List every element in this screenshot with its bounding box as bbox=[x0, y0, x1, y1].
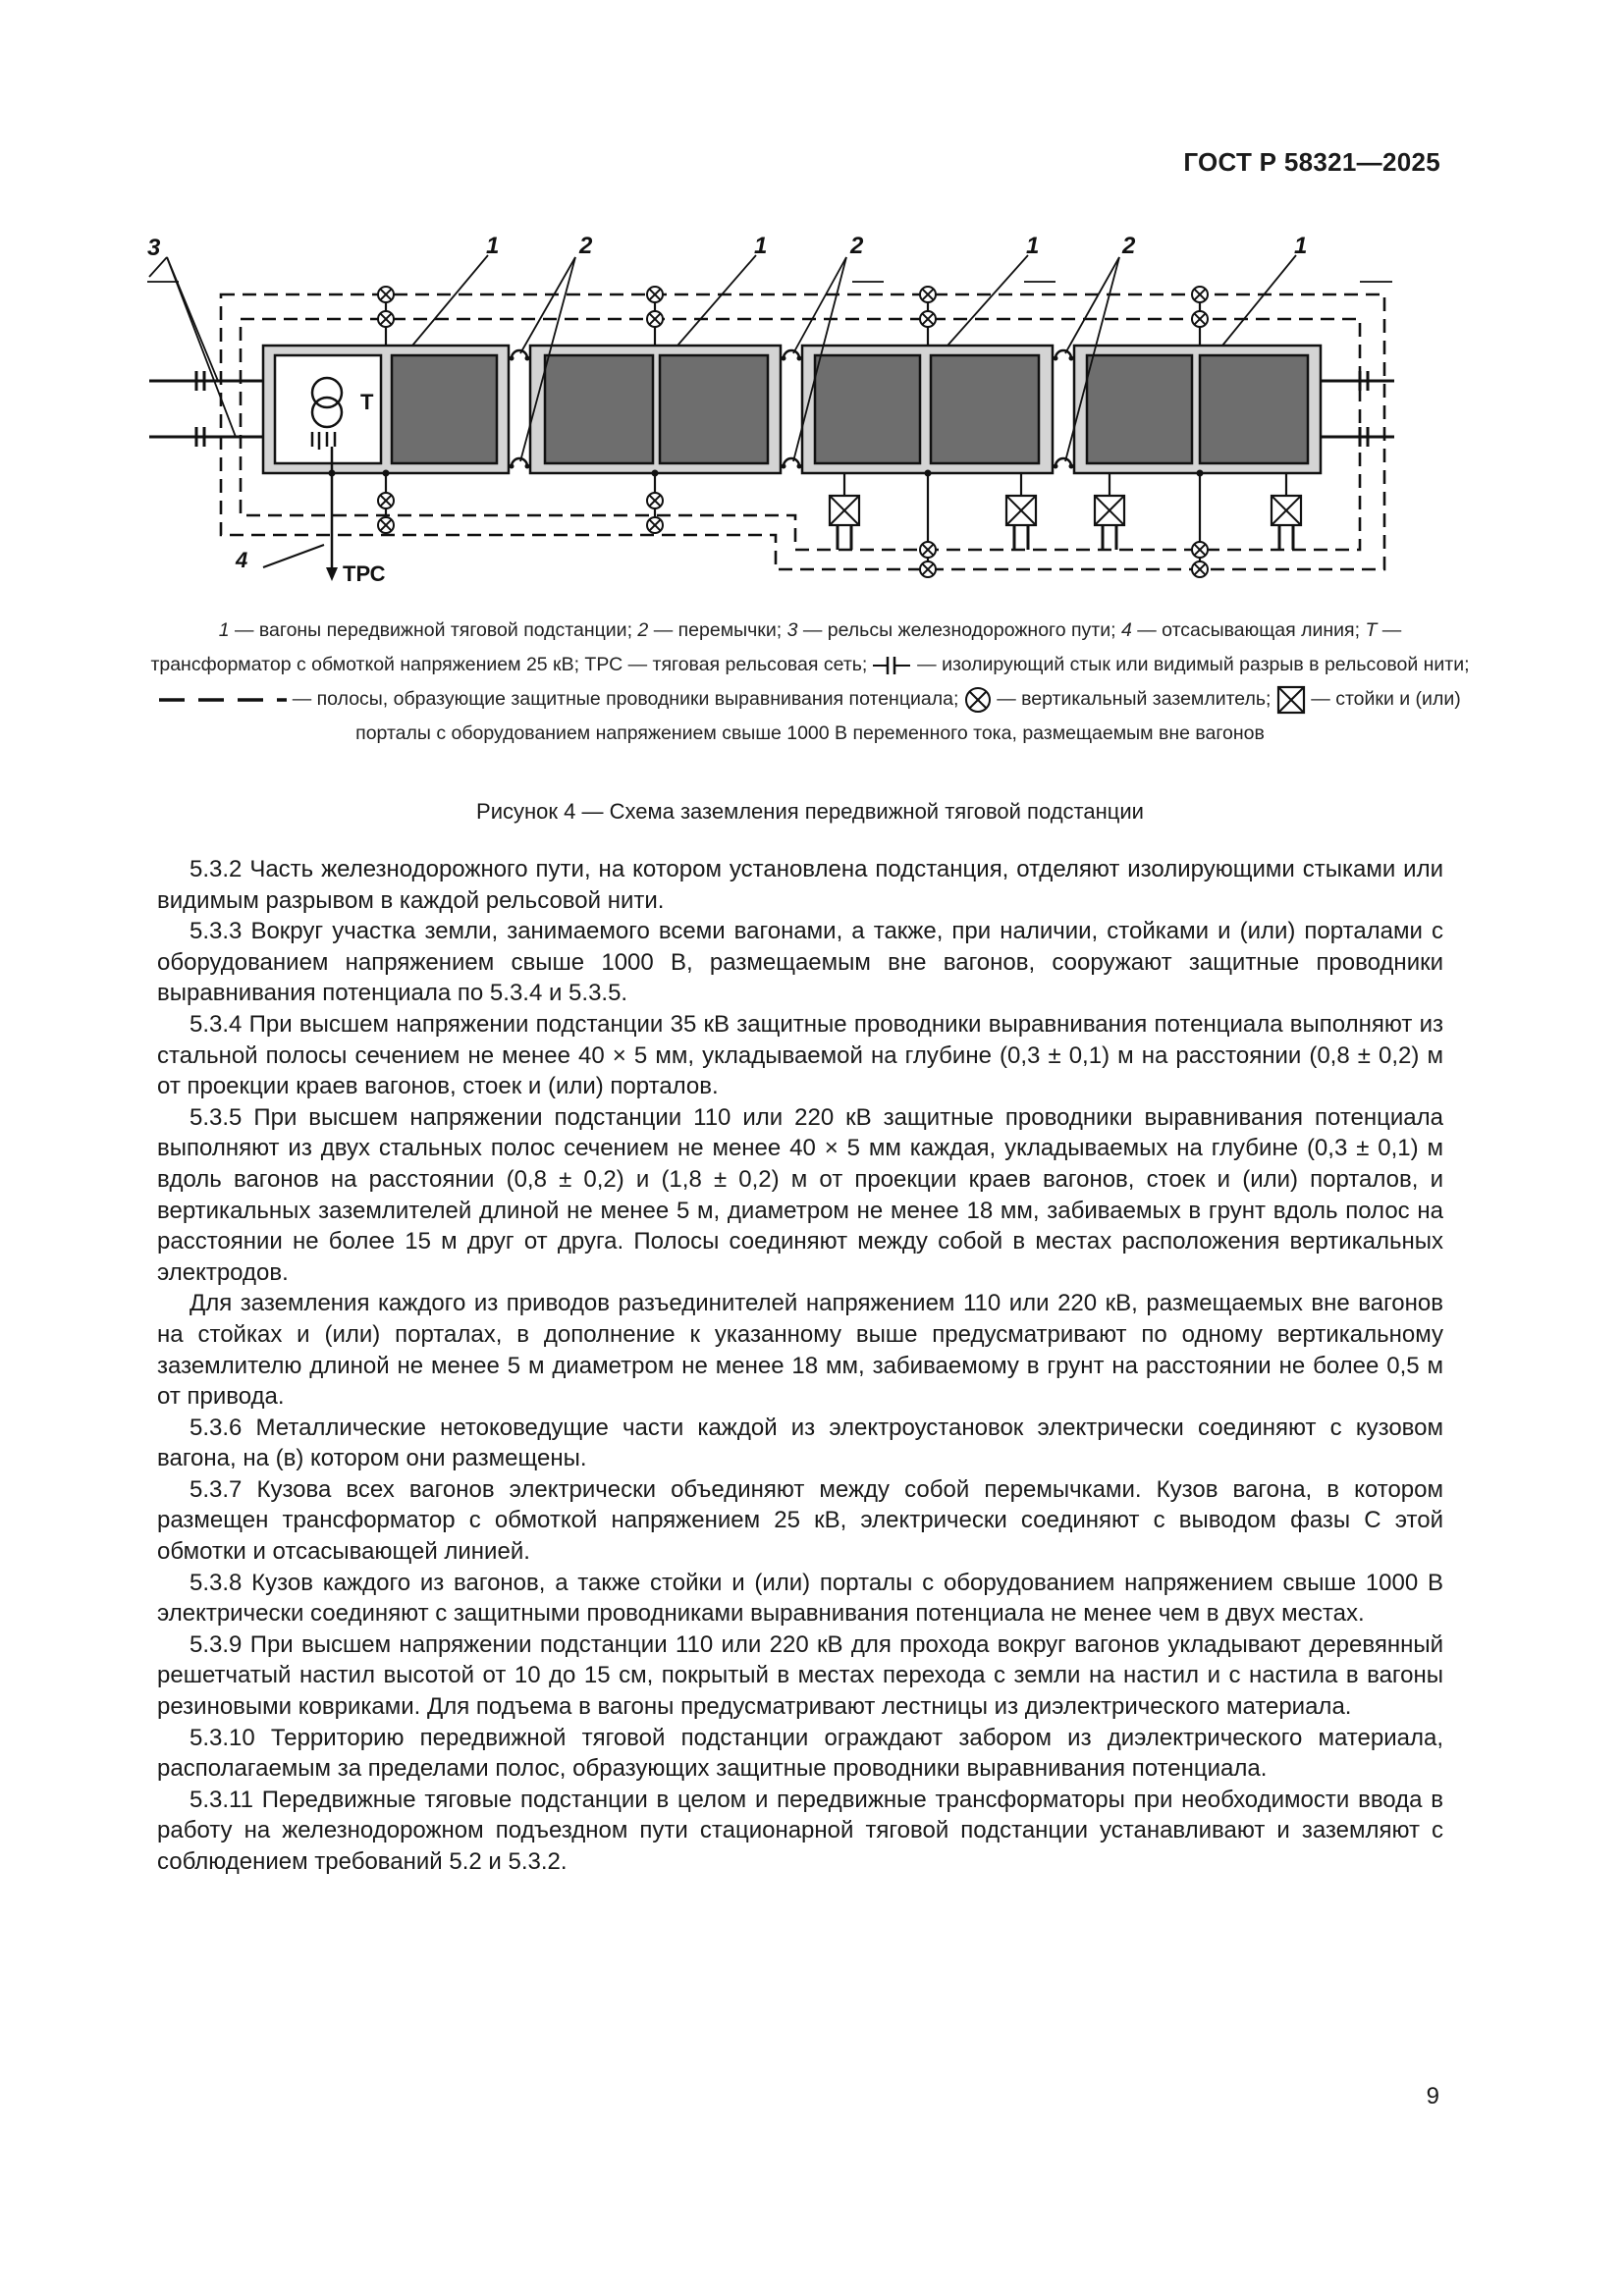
paragraph-5-3-3: 5.3.3 Вокруг участка земли, занимаемого всеми вагонами, а также, при наличии, стойками и (или) порталами с оборудованием напряжением свыше 1000 В, размещаемым вне вагонов, сооружают защитные проводники выравнивания потенциала по 5.3.4 и 5.3.5. bbox=[157, 918, 1443, 1007]
body-text bbox=[157, 854, 1443, 1878]
transformer-label: Т bbox=[360, 390, 374, 414]
legend-num-4: 4 bbox=[1120, 619, 1132, 641]
figure-legend bbox=[147, 614, 1473, 751]
paragraph-5-3-7: 5.3.7 Кузова всех вагонов электрически объединяют между собой перемычками. Кузов вагона, в котором размещен трансформатор с обмоткой напряжением 25 кВ, электрически соединяют с выводом фазы С этой обмотки и отсасывающей линией. bbox=[157, 1475, 1443, 1566]
label-jumper-3: 2 bbox=[1122, 233, 1136, 259]
traction-network-label: ТРС bbox=[343, 561, 386, 586]
insulating-joint-icon bbox=[873, 655, 912, 676]
paragraph-5-3-11: 5.3.11 Передвижные тяговые подстанции в целом и передвижные трансформаторы при необходимости ввода в работу на железнодорожном подъездном пути стационарной тяговой подстанции устанавливают и заземляют с соблюдением требований 5.2 и 5.3.2. bbox=[157, 1786, 1443, 1875]
label-wagon-2: 1 bbox=[754, 233, 768, 259]
legend-text-9: — стойки и (или) порталы с оборудованием напряжением свыше 1000 В переменного тока, размещаемым вне вагонов bbox=[355, 688, 1461, 744]
legend-num-2: 2 bbox=[637, 619, 649, 641]
label-wagon-4: 1 bbox=[1294, 233, 1308, 259]
paragraph-5-3-9: 5.3.9 При высшем напряжении подстанции 110 или 220 кВ для прохода вокруг вагонов укладывают деревянный решетчатый настил высотой от 10 до 15 см, покрытый в местах перехода с земли на настил и с настила в вагоны резиновыми ковриками. Для подъема в вагоны предусматривают лестницы из диэлектрического материала. bbox=[157, 1630, 1443, 1721]
legend-text-7: — полосы, образующие защитные проводники выравнивания потенциала; bbox=[287, 688, 964, 710]
label-wagon-3: 1 bbox=[1026, 233, 1040, 259]
legend-num-3: 3 bbox=[786, 619, 798, 641]
legend-text-2: — перемычки; bbox=[648, 619, 787, 641]
legend-text-3: — рельсы железнодорожного пути; bbox=[797, 619, 1121, 641]
label-jumper-1: 2 bbox=[579, 233, 593, 259]
suction-line-label: 4 bbox=[236, 548, 248, 572]
label-jumper-2: 2 bbox=[850, 233, 864, 259]
paragraph-5-3-6: 5.3.6 Металлические нетоковедущие части каждой из электроустановок электрически соединяют с кузовом вагона, на (в) котором они размещены. bbox=[157, 1414, 1443, 1472]
portal-icon bbox=[1276, 685, 1306, 715]
label-wagon-1: 1 bbox=[486, 233, 500, 259]
legend-text-6: — изолирующий стык или видимый разрыв в рельсовой нити; bbox=[911, 654, 1470, 675]
legend-num-t: Т bbox=[1365, 619, 1378, 641]
equipment-portals bbox=[830, 496, 1301, 550]
paragraph-5-3-10: 5.3.10 Территорию передвижной тяговой подстанции ограждают забором из диэлектрического материала, располагаемым за пределами полос, образующих защитные проводники выравнивания потенциала. bbox=[157, 1724, 1443, 1783]
dashed-strip-icon bbox=[159, 695, 287, 705]
figure-caption: Рисунок 4 — Схема заземления передвижной тяговой подстанции bbox=[476, 799, 1144, 824]
legend-text-5: — трансформатор с обмоткой напряжением 25 кВ; ТРС — тяговая рельсовая сеть; bbox=[150, 619, 1402, 675]
legend-text-1: — вагоны передвижной тяговой подстанции; bbox=[229, 619, 638, 641]
ground-electrode-icon bbox=[964, 686, 992, 714]
paragraph-5-3-4: 5.3.4 При высшем напряжении подстанции 35 кВ защитные проводники выравнивания потенциала выполняют из стальной полосы сечением не менее 40 × 5 мм, укладываемой на глубине (0,3 ± 0,1) м на расстоянии (0,8 ± 0,2) м от проекции краев вагонов, стоек и (или) порталов. bbox=[157, 1010, 1443, 1100]
paragraph-disconnector-grounding: Для заземления каждого из приводов разъединителей напряжением 110 или 220 кВ, размещаемых вне вагонов на стойках и (или) порталах, в дополнение к указанному выше предусматривают по одному вертикальному заземлителю длиной не менее 5 м диаметром не менее 18 мм, забиваемому в грунт на расстоянии не более 0,5 м от привода. bbox=[157, 1290, 1443, 1411]
paragraph-5-3-2: 5.3.2 Часть железнодорожного пути, на котором установлена подстанция, отделяют изолирующими стыками или видимым разрывом в каждой рельсовой нити. bbox=[157, 856, 1443, 914]
grounding-scheme-figure bbox=[137, 221, 1434, 594]
paragraph-5-3-8: 5.3.8 Кузов каждого из вагонов, а также стойки и (или) порталы с оборудованием напряжением свыше 1000 В электрически соединяют с защитными проводниками выравнивания потенциала не менее чем в двух местах. bbox=[157, 1569, 1443, 1628]
page-number: 9 bbox=[1426, 2083, 1439, 2109]
legend-text-8: — вертикальный заземлитель; bbox=[991, 688, 1276, 710]
label-rails: 3 bbox=[147, 235, 161, 261]
legend-num-1: 1 bbox=[218, 619, 230, 641]
paragraph-5-3-5: 5.3.5 При высшем напряжении подстанции 110 или 220 кВ защитные проводники выравнивания потенциала выполняют из двух стальных полос сечением не менее 40 × 5 мм каждая, укладываемых на глубине (0,3 ± 0,1) м вдоль вагонов на расстоянии (0,8 ± 0,2) и (1,8 ± 0,2) м от проекции краев вагонов, стоек и (или) порталов, и вертикальных заземлителей длиной не менее 5 м, диаметром не менее 18 мм, забиваемых в грунт вдоль полос на расстоянии не более 15 м друг от друга. Полосы соединяют между собой в местах расположения вертикальных электродов. bbox=[157, 1103, 1443, 1286]
standard-code: ГОСТ Р 58321—2025 bbox=[1183, 147, 1440, 177]
legend-text-4: — отсасывающая линия; bbox=[1131, 619, 1366, 641]
